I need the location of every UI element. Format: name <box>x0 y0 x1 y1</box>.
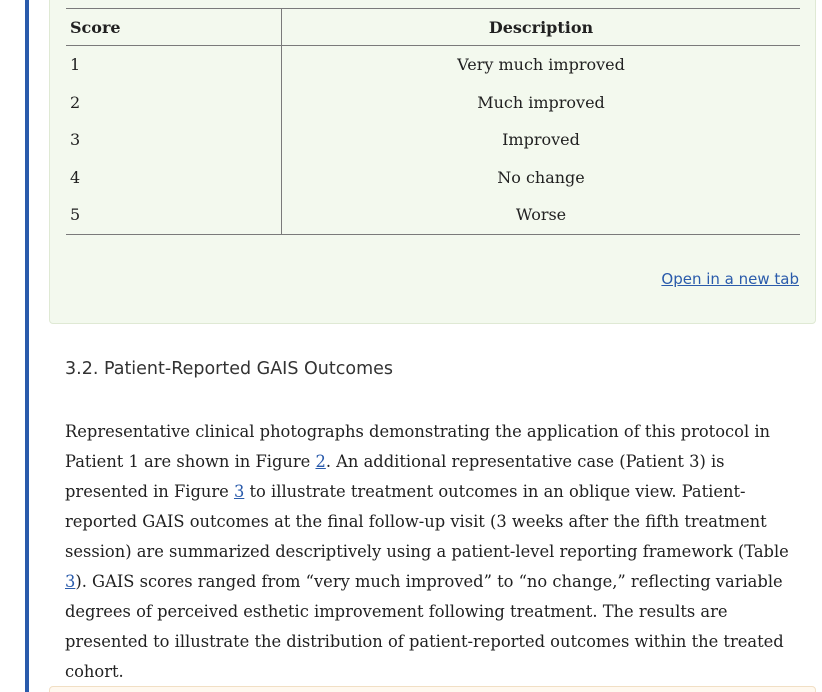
paragraph-text: to illustrate treatment outcomes in an oblique view. Patient-reported GAIS outcomes at the final follow-up visit (3 weeks after the fifth treatment session) are summarized descriptively using a patient-level reporting framework (Table <box>65 482 789 561</box>
open-in-new-tab-link[interactable]: Open in a new tab <box>661 270 799 288</box>
paragraph-text: . An additional representative case (Patient 3) is presented in Figure <box>65 452 725 501</box>
table-row <box>66 196 800 234</box>
table-row <box>66 84 800 122</box>
table-row <box>66 159 800 197</box>
score-cell: 5 <box>66 196 282 234</box>
section-heading: 3.2. Patient-Reported GAIS Outcomes <box>65 359 394 379</box>
table-row <box>66 46 800 84</box>
description-cell: No change <box>497 167 585 187</box>
column-header-score: Score <box>66 9 282 46</box>
table-3-link[interactable]: 3 <box>65 572 76 591</box>
table-row <box>66 121 800 159</box>
figure-3-link[interactable]: 3 <box>233 482 245 501</box>
description-cell: Much improved <box>477 92 605 112</box>
description-cell: Worse <box>282 196 801 234</box>
score-cell: 3 <box>66 121 282 159</box>
figure-2-link[interactable]: 2 <box>315 452 326 471</box>
score-cell: 4 <box>66 159 282 197</box>
score-cell: 2 <box>66 84 282 122</box>
description-cell: Improved <box>502 130 580 150</box>
left-accent-rule <box>25 0 29 692</box>
column-header-description: Description <box>282 9 801 46</box>
gais-score-table <box>66 8 800 235</box>
body-paragraph <box>65 417 805 687</box>
description-cell: Very much improved <box>457 55 625 75</box>
table-header-row <box>66 9 800 46</box>
paragraph-text: Representative clinical photographs demonstrating the application of this protocol in Patient 1 are shown in Figure <box>65 422 771 471</box>
next-content-box <box>49 686 816 692</box>
score-cell: 1 <box>66 46 282 84</box>
table-container <box>49 0 816 324</box>
paragraph-text: ). GAIS scores ranged from “very much improved” to “no change,” reflecting variable degrees of perceived esthetic improvement following treatment. The results are presented to illustrate the distribution of patient-reported outcomes within the treated cohort. <box>65 572 784 681</box>
